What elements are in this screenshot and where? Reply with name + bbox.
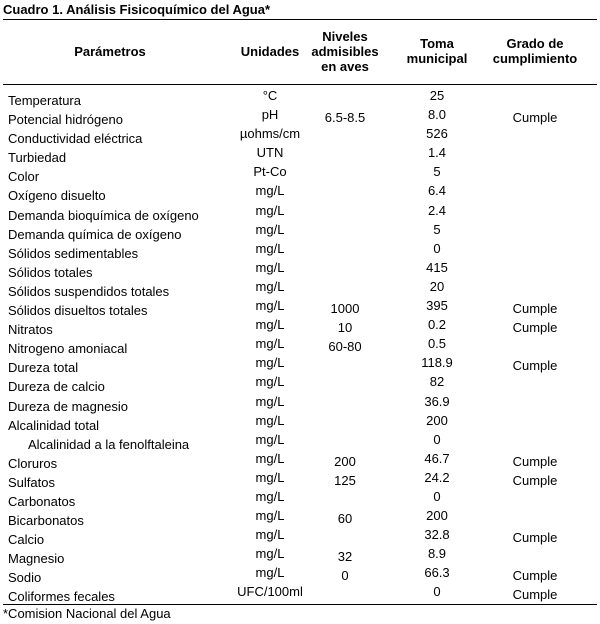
header-unidades: Unidades (240, 43, 300, 59)
header-niveles: Niveles admisibles en aves (311, 28, 379, 74)
cell-nivel: 60 (337, 511, 353, 527)
cell-parametro: Sólidos disueltos totales (8, 303, 148, 319)
cell-toma: 5 (433, 164, 441, 180)
table-row (0, 259, 600, 278)
cell-unidad: mg/L (255, 374, 285, 390)
cell-parametro: Sólidos sedimentables (8, 245, 139, 261)
cell-unidad: mg/L (255, 565, 285, 581)
cell-parametro: Demanda bioquímica de oxígeno (8, 207, 199, 223)
cell-toma: 200 (426, 412, 448, 428)
cell-parametro: Demanda química de oxígeno (8, 226, 182, 242)
table-row (0, 106, 600, 128)
cell-unidad: mg/L (255, 431, 285, 447)
table-row (0, 564, 600, 586)
cell-parametro: Alcalinidad a la fenolftaleina (28, 436, 190, 452)
header-parametros: Parámetros (74, 43, 146, 59)
cell-toma: 415 (426, 259, 448, 275)
cell-nivel: 200 (334, 453, 356, 469)
cell-toma: 1.4 (427, 145, 447, 161)
table-row (0, 507, 600, 529)
table-row (0, 202, 600, 221)
table-row (0, 526, 600, 548)
cell-unidad: mg/L (255, 508, 285, 524)
rule-header (3, 84, 597, 85)
table-row (0, 221, 600, 240)
cell-parametro: Calcio (8, 532, 45, 548)
cell-grado: Cumple (512, 472, 558, 488)
cell-grado: Cumple (512, 453, 558, 469)
table-row (0, 469, 600, 488)
cell-parametro: Color (8, 169, 40, 185)
cell-unidad: mg/L (255, 240, 285, 256)
cell-grado: Cumple (512, 110, 558, 126)
cell-grado: Cumple (512, 568, 558, 584)
cell-toma: 82 (429, 374, 445, 390)
cell-nivel: 32 (337, 549, 353, 565)
cell-unidad: mg/L (255, 546, 285, 562)
cell-unidad: mg/L (255, 298, 285, 314)
cell-nivel: 6.5-8.5 (324, 110, 366, 126)
table-body (0, 87, 600, 603)
cell-unidad: mg/L (255, 393, 285, 409)
cell-unidad: pH (261, 107, 279, 123)
table-row (0, 163, 600, 185)
cell-toma: 0 (433, 431, 441, 447)
cell-unidad: mg/L (255, 278, 285, 294)
cell-parametro: Temperatura (8, 93, 81, 108)
table-row (0, 87, 600, 106)
cell-unidad: UTN (256, 145, 284, 161)
cell-nivel: 1000 (330, 301, 360, 317)
cell-parametro: Coliformes fecales (8, 589, 115, 605)
cell-unidad: mg/L (255, 450, 285, 466)
cell-unidad: mg/L (255, 183, 285, 199)
cell-nivel: 60-80 (328, 339, 362, 355)
cell-grado: Cumple (512, 587, 558, 603)
cell-toma: 2.4 (427, 202, 447, 218)
cell-toma: 46.7 (424, 450, 450, 466)
cell-toma: 0 (433, 488, 441, 504)
cell-parametro: Sulfatos (8, 474, 55, 490)
cell-toma: 395 (426, 298, 448, 314)
cell-toma: 36.9 (424, 393, 450, 409)
cell-toma: 8.0 (427, 107, 447, 123)
cell-toma: 66.3 (424, 565, 450, 581)
table-row (0, 354, 600, 376)
cell-nivel: 0 (341, 568, 349, 584)
cell-toma: 8.9 (427, 546, 447, 562)
cell-parametro: Cloruros (8, 455, 58, 471)
cell-parametro: Sólidos suspendidos totales (8, 283, 170, 299)
cell-parametro: Sodio (8, 570, 42, 586)
rule-bottom (3, 604, 597, 605)
header-toma: Toma municipal (406, 36, 468, 66)
table-row (0, 182, 600, 204)
cell-toma: 32.8 (424, 527, 450, 543)
table-row (0, 144, 600, 166)
cell-unidad: mg/L (255, 488, 285, 504)
cell-unidad: mg/L (255, 202, 285, 218)
cell-toma: 0.5 (427, 336, 447, 352)
cell-nivel: 10 (337, 320, 353, 336)
cell-parametro: Turbiedad (8, 150, 67, 166)
cell-parametro: Bicarbonatos (8, 513, 84, 529)
cell-toma: 6.4 (427, 183, 447, 199)
cell-unidad: mg/L (255, 317, 285, 333)
cell-unidad: mg/L (255, 336, 285, 352)
table-row (0, 450, 600, 469)
cell-parametro: Magnesio (8, 551, 65, 567)
table-row (0, 488, 600, 507)
cell-toma: 118.9 (421, 355, 453, 371)
cell-parametro: Potencial hidrógeno (8, 112, 123, 128)
cell-parametro: Nitratos (8, 322, 53, 338)
cell-unidad: mg/L (255, 469, 285, 485)
cell-toma: 5 (433, 221, 441, 237)
table-row (0, 297, 600, 319)
cell-parametro: Conductividad eléctrica (8, 131, 143, 147)
cell-parametro: Nitrogeno amoniacal (8, 341, 128, 357)
cell-parametro: Dureza total (8, 360, 79, 376)
cell-grado: Cumple (512, 358, 558, 374)
cell-unidad: mg/L (255, 259, 285, 275)
table-row (0, 393, 600, 412)
cell-toma: 0.2 (427, 317, 447, 333)
cell-toma: 24.2 (424, 469, 450, 485)
footnote: *Comision Nacional del Agua (3, 606, 171, 621)
cell-toma: 526 (426, 126, 448, 142)
table-row (0, 545, 600, 567)
cell-unidad: mg/L (255, 412, 285, 428)
cell-unidad: UFC/100ml (237, 584, 303, 600)
table-row (0, 412, 600, 431)
cell-unidad: °C (262, 88, 278, 103)
cell-grado: Cumple (512, 301, 558, 317)
cell-unidad: mg/L (255, 355, 285, 371)
cell-toma: 20 (429, 278, 445, 294)
table-row (0, 316, 600, 338)
cell-unidad: µohms/cm (239, 126, 301, 142)
table-row (0, 431, 600, 450)
cell-unidad: Pt-Co (253, 164, 287, 180)
cell-parametro: Dureza de magnesio (8, 398, 128, 414)
table-row (0, 278, 600, 297)
cell-unidad: mg/L (255, 527, 285, 543)
cell-toma: 25 (429, 88, 445, 103)
table-row (0, 240, 600, 259)
cell-toma: 0 (433, 584, 441, 600)
table-row (0, 583, 600, 605)
cell-nivel: 125 (334, 472, 356, 488)
table-row (0, 373, 600, 395)
cell-unidad: mg/L (255, 221, 285, 237)
table-row (0, 335, 600, 357)
cell-parametro: Dureza de calcio (8, 379, 105, 395)
cell-toma: 200 (426, 508, 448, 524)
cell-parametro: Oxígeno disuelto (8, 188, 106, 204)
cell-toma: 0 (433, 240, 441, 256)
cell-parametro: Sólidos totales (8, 264, 93, 280)
header-grado: Grado de cumplimiento (492, 36, 578, 66)
table-row (0, 125, 600, 147)
cell-grado: Cumple (512, 320, 558, 336)
cell-parametro: Carbonatos (8, 493, 76, 509)
cell-grado: Cumple (512, 530, 558, 546)
table-caption: Cuadro 1. Análisis Fisicoquímico del Agua* (3, 2, 271, 17)
cell-parametro: Alcalinidad total (8, 417, 100, 433)
